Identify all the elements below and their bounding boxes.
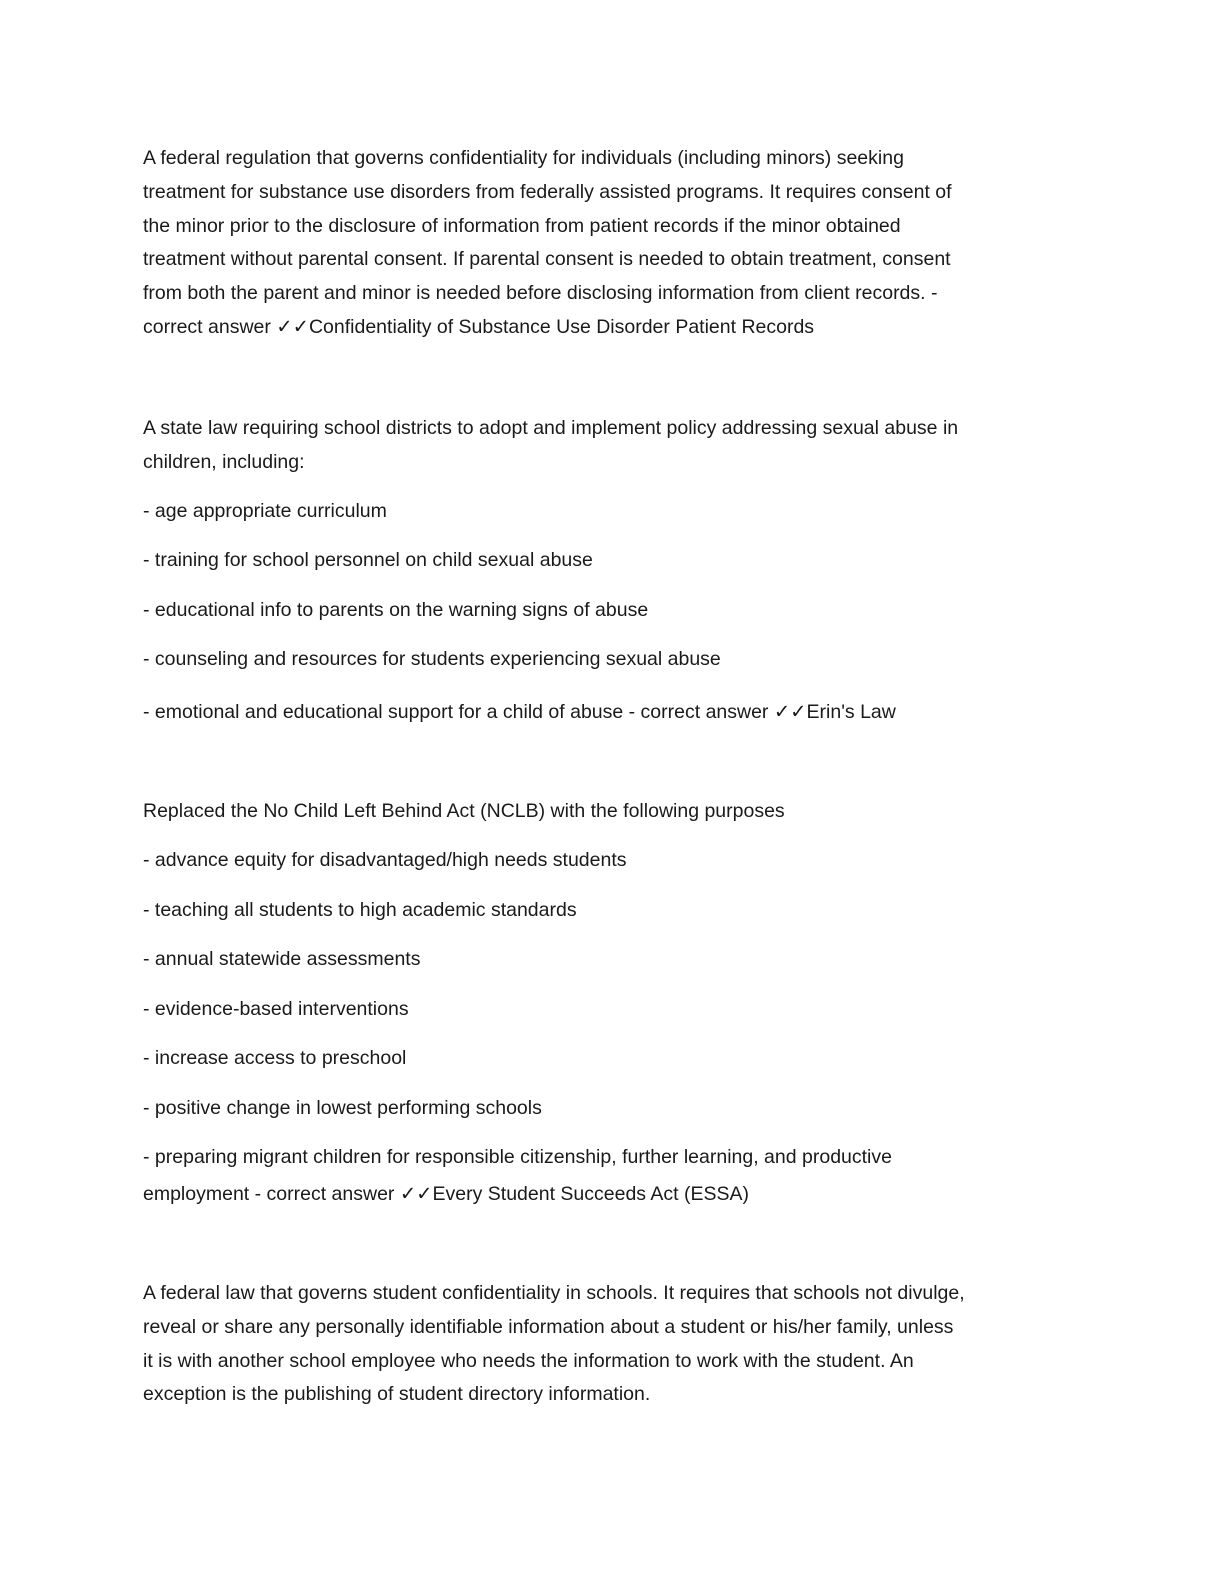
text-line: exception is the publishing of student directory information.	[143, 1383, 651, 1405]
bullet-item: - training for school personnel on child sexual abuse	[143, 549, 593, 571]
text-line: A federal regulation that governs confidentiality for individuals (including minors) seeking	[143, 147, 904, 169]
answer-line: correct answer ✓✓Confidentiality of Substance Use Disorder Patient Records	[143, 316, 815, 338]
text-line: A federal law that governs student confidentiality in schools. It requires that schools not divulge,	[143, 1282, 965, 1304]
text-line: treatment without parental consent. If parental consent is needed to obtain treatment, consent	[143, 248, 951, 270]
bullet-item: - positive change in lowest performing schools	[143, 1097, 542, 1119]
text-line: from both the parent and minor is needed before disclosing information from client records. -	[143, 282, 938, 304]
bullet-item: - counseling and resources for students experiencing sexual abuse	[143, 648, 721, 670]
bullet-item: - preparing migrant children for responsible citizenship, further learning, and productive	[143, 1146, 892, 1168]
text-line: reveal or share any personally identifiable information about a student or his/her family, unless	[143, 1316, 954, 1338]
text-line: the minor prior to the disclosure of information from patient records if the minor obtained	[143, 215, 901, 237]
bullet-item: - teaching all students to high academic standards	[143, 899, 577, 921]
bullet-item: - age appropriate curriculum	[143, 500, 387, 522]
text-line: treatment for substance use disorders from federally assisted programs. It requires consent of	[143, 181, 952, 203]
text-line: children, including:	[143, 451, 305, 473]
bullet-item: - advance equity for disadvantaged/high needs students	[143, 849, 627, 871]
bullet-item: - educational info to parents on the warning signs of abuse	[143, 599, 649, 621]
bullet-item: - annual statewide assessments	[143, 948, 421, 970]
text-line: it is with another school employee who needs the information to work with the student. An	[143, 1350, 914, 1372]
text-line: A state law requiring school districts to adopt and implement policy addressing sexual abuse in	[143, 417, 959, 439]
text-line: Replaced the No Child Left Behind Act (NCLB) with the following purposes	[143, 800, 785, 822]
answer-line: employment - correct answer ✓✓Every Student Succeeds Act (ESSA)	[143, 1183, 749, 1205]
bullet-item: - evidence-based interventions	[143, 998, 409, 1020]
bullet-item: - increase access to preschool	[143, 1047, 407, 1069]
answer-line: - emotional and educational support for a child of abuse - correct answer ✓✓Erin's Law	[143, 701, 896, 723]
